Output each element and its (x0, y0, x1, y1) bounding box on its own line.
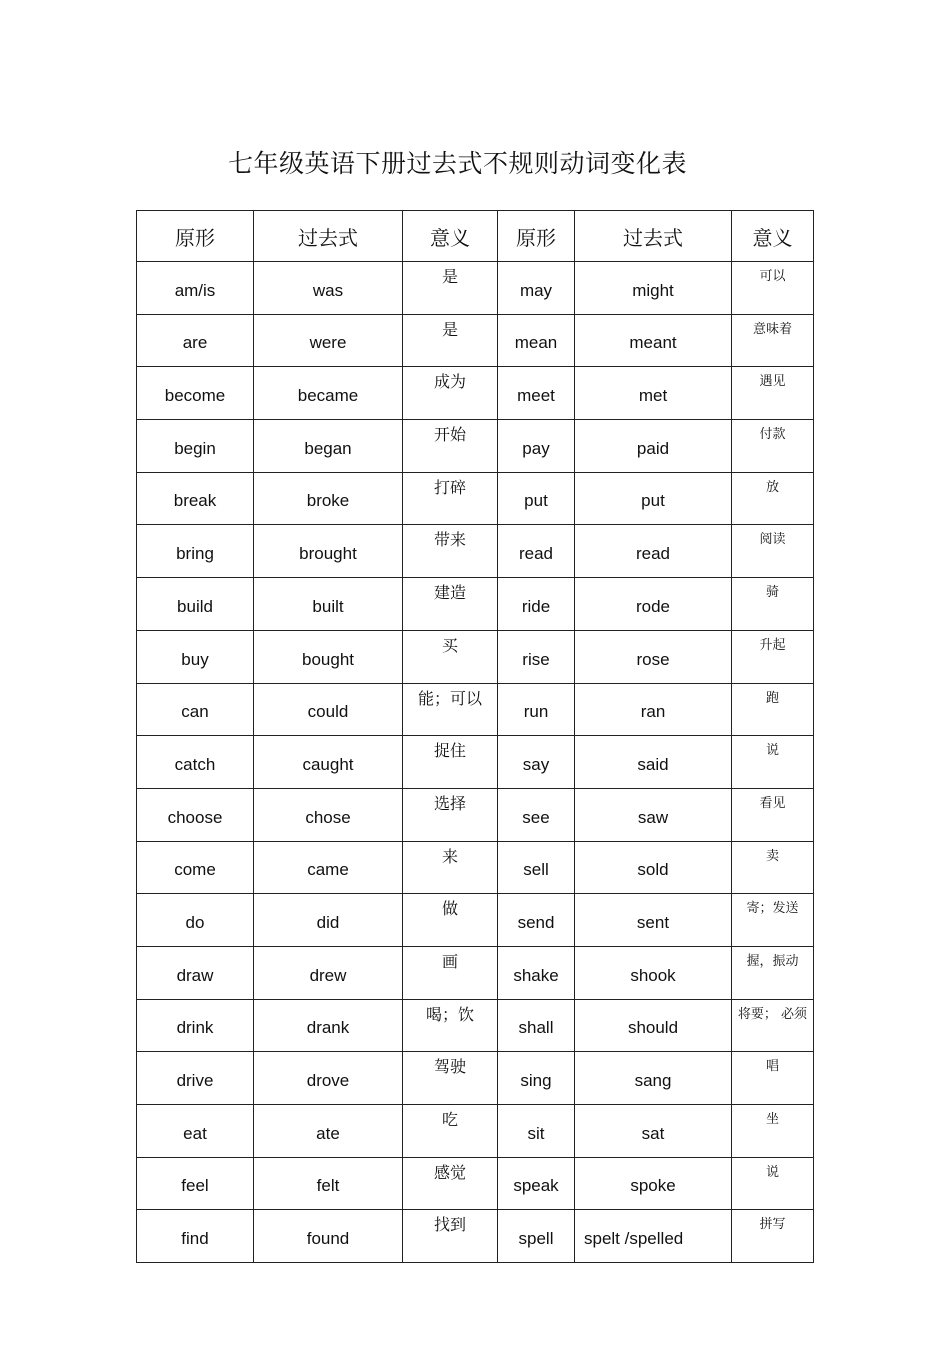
base-form-cell: pay (498, 420, 575, 473)
base-form-cell: run (498, 683, 575, 736)
base-form-cell: break (137, 472, 254, 525)
base-form-cell: feel (137, 1157, 254, 1210)
past-tense-cell: sent (575, 894, 732, 947)
header-base-form-2: 原形 (498, 211, 575, 262)
base-form-cell: shake (498, 946, 575, 999)
meaning-cell: 建造 (403, 578, 498, 631)
meaning-text: 意味着 (752, 321, 792, 337)
table-row (137, 314, 814, 367)
past-tense-cell: spelt /spelled (575, 1210, 732, 1263)
past-tense-cell: sold (575, 841, 732, 894)
meaning-text: 遇见 (759, 374, 786, 390)
base-form-cell: can (137, 683, 254, 736)
past-tense-cell: chose (254, 788, 403, 841)
meaning-cell (732, 1105, 814, 1158)
header-past-tense-1: 过去式 (254, 211, 403, 262)
meaning-cell: 是 (403, 262, 498, 315)
meaning-cell: 吃 (403, 1105, 498, 1158)
base-form-cell: meet (498, 367, 575, 420)
header-past-tense-2: 过去式 (575, 211, 732, 262)
base-form-cell: send (498, 894, 575, 947)
meaning-text: 骑 (765, 585, 779, 601)
past-tense-cell: broke (254, 472, 403, 525)
base-form-cell: find (137, 1210, 254, 1263)
meaning-text: 可以 (759, 269, 786, 284)
meaning-text: 付款 (759, 427, 786, 443)
past-tense-cell: ate (254, 1105, 403, 1158)
past-tense-cell: drove (254, 1052, 403, 1105)
header-base-form-1: 原形 (137, 211, 254, 262)
base-form-cell: say (498, 736, 575, 789)
past-tense-cell: rose (575, 630, 732, 683)
base-form-cell: sell (498, 841, 575, 894)
past-tense-cell: began (254, 420, 403, 473)
base-form-cell: build (137, 578, 254, 631)
past-tense-cell: should (575, 999, 732, 1052)
past-tense-cell: rode (575, 578, 732, 631)
meaning-cell: 成为 (403, 367, 498, 420)
table-row (137, 262, 814, 315)
table-row (137, 630, 814, 683)
past-tense-cell: found (254, 1210, 403, 1263)
past-tense-cell: spoke (575, 1157, 732, 1210)
meaning-cell: 买 (403, 630, 498, 683)
past-tense-cell: drank (254, 999, 403, 1052)
base-form-cell: catch (137, 736, 254, 789)
meaning-text: 看见 (759, 795, 786, 811)
past-tense-cell: felt (254, 1157, 403, 1210)
meaning-cell (732, 736, 814, 789)
table-row (137, 946, 814, 999)
base-form-cell: eat (137, 1105, 254, 1158)
meaning-cell: 能；可以 (403, 683, 498, 736)
base-form-cell: sit (498, 1105, 575, 1158)
past-tense-cell: built (254, 578, 403, 631)
past-tense-cell: brought (254, 525, 403, 578)
meaning-text: 升起 (759, 637, 786, 653)
meaning-cell: 选择 (403, 788, 498, 841)
meaning-cell (732, 683, 814, 736)
meaning-cell (732, 1157, 814, 1210)
meaning-cell (732, 314, 814, 367)
past-tense-cell: put (575, 472, 732, 525)
table-row (137, 1052, 814, 1105)
table-row (137, 367, 814, 420)
meaning-text: 将要； 必须 (737, 1006, 808, 1022)
base-form-cell: do (137, 894, 254, 947)
past-tense-cell: read (575, 525, 732, 578)
past-tense-cell: saw (575, 788, 732, 841)
past-tense-cell: was (254, 262, 403, 315)
past-tense-cell: paid (575, 420, 732, 473)
meaning-text: 阅读 (759, 532, 786, 548)
meaning-cell (732, 1210, 814, 1263)
base-form-cell: bring (137, 525, 254, 578)
table-row (137, 1105, 814, 1158)
table-row (137, 999, 814, 1052)
past-tense-cell: came (254, 841, 403, 894)
meaning-cell: 画 (403, 946, 498, 999)
table-row (137, 894, 814, 947)
meaning-text: 说 (765, 1164, 779, 1180)
table-row (137, 683, 814, 736)
meaning-text: 寄；发送 (746, 901, 799, 917)
past-tense-cell: meant (575, 314, 732, 367)
base-form-cell: buy (137, 630, 254, 683)
past-tense-cell: became (254, 367, 403, 420)
past-tense-cell: shook (575, 946, 732, 999)
base-form-cell: speak (498, 1157, 575, 1210)
meaning-cell: 开始 (403, 420, 498, 473)
base-form-cell: mean (498, 314, 575, 367)
meaning-cell (732, 999, 814, 1052)
base-form-cell: ride (498, 578, 575, 631)
base-form-cell: rise (498, 630, 575, 683)
header-meaning-1: 意义 (403, 211, 498, 262)
page-title: 七年级英语下册过去式不规则动词变化表 (227, 149, 687, 178)
past-tense-cell: caught (254, 736, 403, 789)
meaning-cell (732, 630, 814, 683)
past-tense-cell: sang (575, 1052, 732, 1105)
meaning-text: 说 (765, 743, 779, 759)
past-tense-cell: did (254, 894, 403, 947)
meaning-cell: 喝；饮 (403, 999, 498, 1052)
meaning-cell (732, 894, 814, 947)
past-tense-cell: met (575, 367, 732, 420)
meaning-text: 放 (765, 479, 779, 495)
meaning-text: 拼写 (759, 1217, 786, 1233)
meaning-cell: 找到 (403, 1210, 498, 1263)
base-form-cell: sing (498, 1052, 575, 1105)
table-row (137, 472, 814, 525)
past-tense-cell: ran (575, 683, 732, 736)
base-form-cell: drive (137, 1052, 254, 1105)
past-tense-cell: drew (254, 946, 403, 999)
meaning-cell: 捉住 (403, 736, 498, 789)
meaning-cell: 感觉 (403, 1157, 498, 1210)
base-form-cell: begin (137, 420, 254, 473)
meaning-cell: 带来 (403, 525, 498, 578)
meaning-cell (732, 472, 814, 525)
base-form-cell: come (137, 841, 254, 894)
meaning-cell (732, 367, 814, 420)
base-form-cell: put (498, 472, 575, 525)
meaning-text: 唱 (765, 1059, 779, 1075)
table-row (137, 736, 814, 789)
base-form-cell: shall (498, 999, 575, 1052)
meaning-cell (732, 262, 814, 315)
past-tense-cell: might (575, 262, 732, 315)
table-row (137, 1210, 814, 1263)
past-tense-cell: were (254, 314, 403, 367)
past-tense-cell: bought (254, 630, 403, 683)
meaning-text: 握，振动 (746, 953, 799, 969)
table-row (137, 841, 814, 894)
base-form-cell: spell (498, 1210, 575, 1263)
header-row (137, 211, 814, 262)
irregular-verbs-table (136, 210, 814, 1263)
meaning-text: 坐 (765, 1112, 779, 1127)
meaning-cell: 做 (403, 894, 498, 947)
meaning-cell (732, 525, 814, 578)
meaning-cell: 来 (403, 841, 498, 894)
base-form-cell: are (137, 314, 254, 367)
meaning-cell (732, 1052, 814, 1105)
table-row (137, 578, 814, 631)
base-form-cell: draw (137, 946, 254, 999)
base-form-cell: am/is (137, 262, 254, 315)
past-tense-cell: said (575, 736, 732, 789)
meaning-cell: 是 (403, 314, 498, 367)
meaning-cell: 打碎 (403, 472, 498, 525)
meaning-cell (732, 578, 814, 631)
base-form-cell: read (498, 525, 575, 578)
table-row (137, 788, 814, 841)
past-tense-cell: sat (575, 1105, 732, 1158)
meaning-cell: 驾驶 (403, 1052, 498, 1105)
table-row (137, 420, 814, 473)
base-form-cell: may (498, 262, 575, 315)
base-form-cell: drink (137, 999, 254, 1052)
meaning-cell (732, 841, 814, 894)
base-form-cell: become (137, 367, 254, 420)
meaning-cell (732, 420, 814, 473)
base-form-cell: see (498, 788, 575, 841)
meaning-text: 卖 (765, 848, 779, 864)
base-form-cell: choose (137, 788, 254, 841)
past-tense-cell: could (254, 683, 403, 736)
header-meaning-2: 意义 (732, 211, 814, 262)
table-row (137, 525, 814, 578)
meaning-cell (732, 946, 814, 999)
meaning-cell (732, 788, 814, 841)
meaning-text: 跑 (765, 690, 779, 706)
table-row (137, 1157, 814, 1210)
